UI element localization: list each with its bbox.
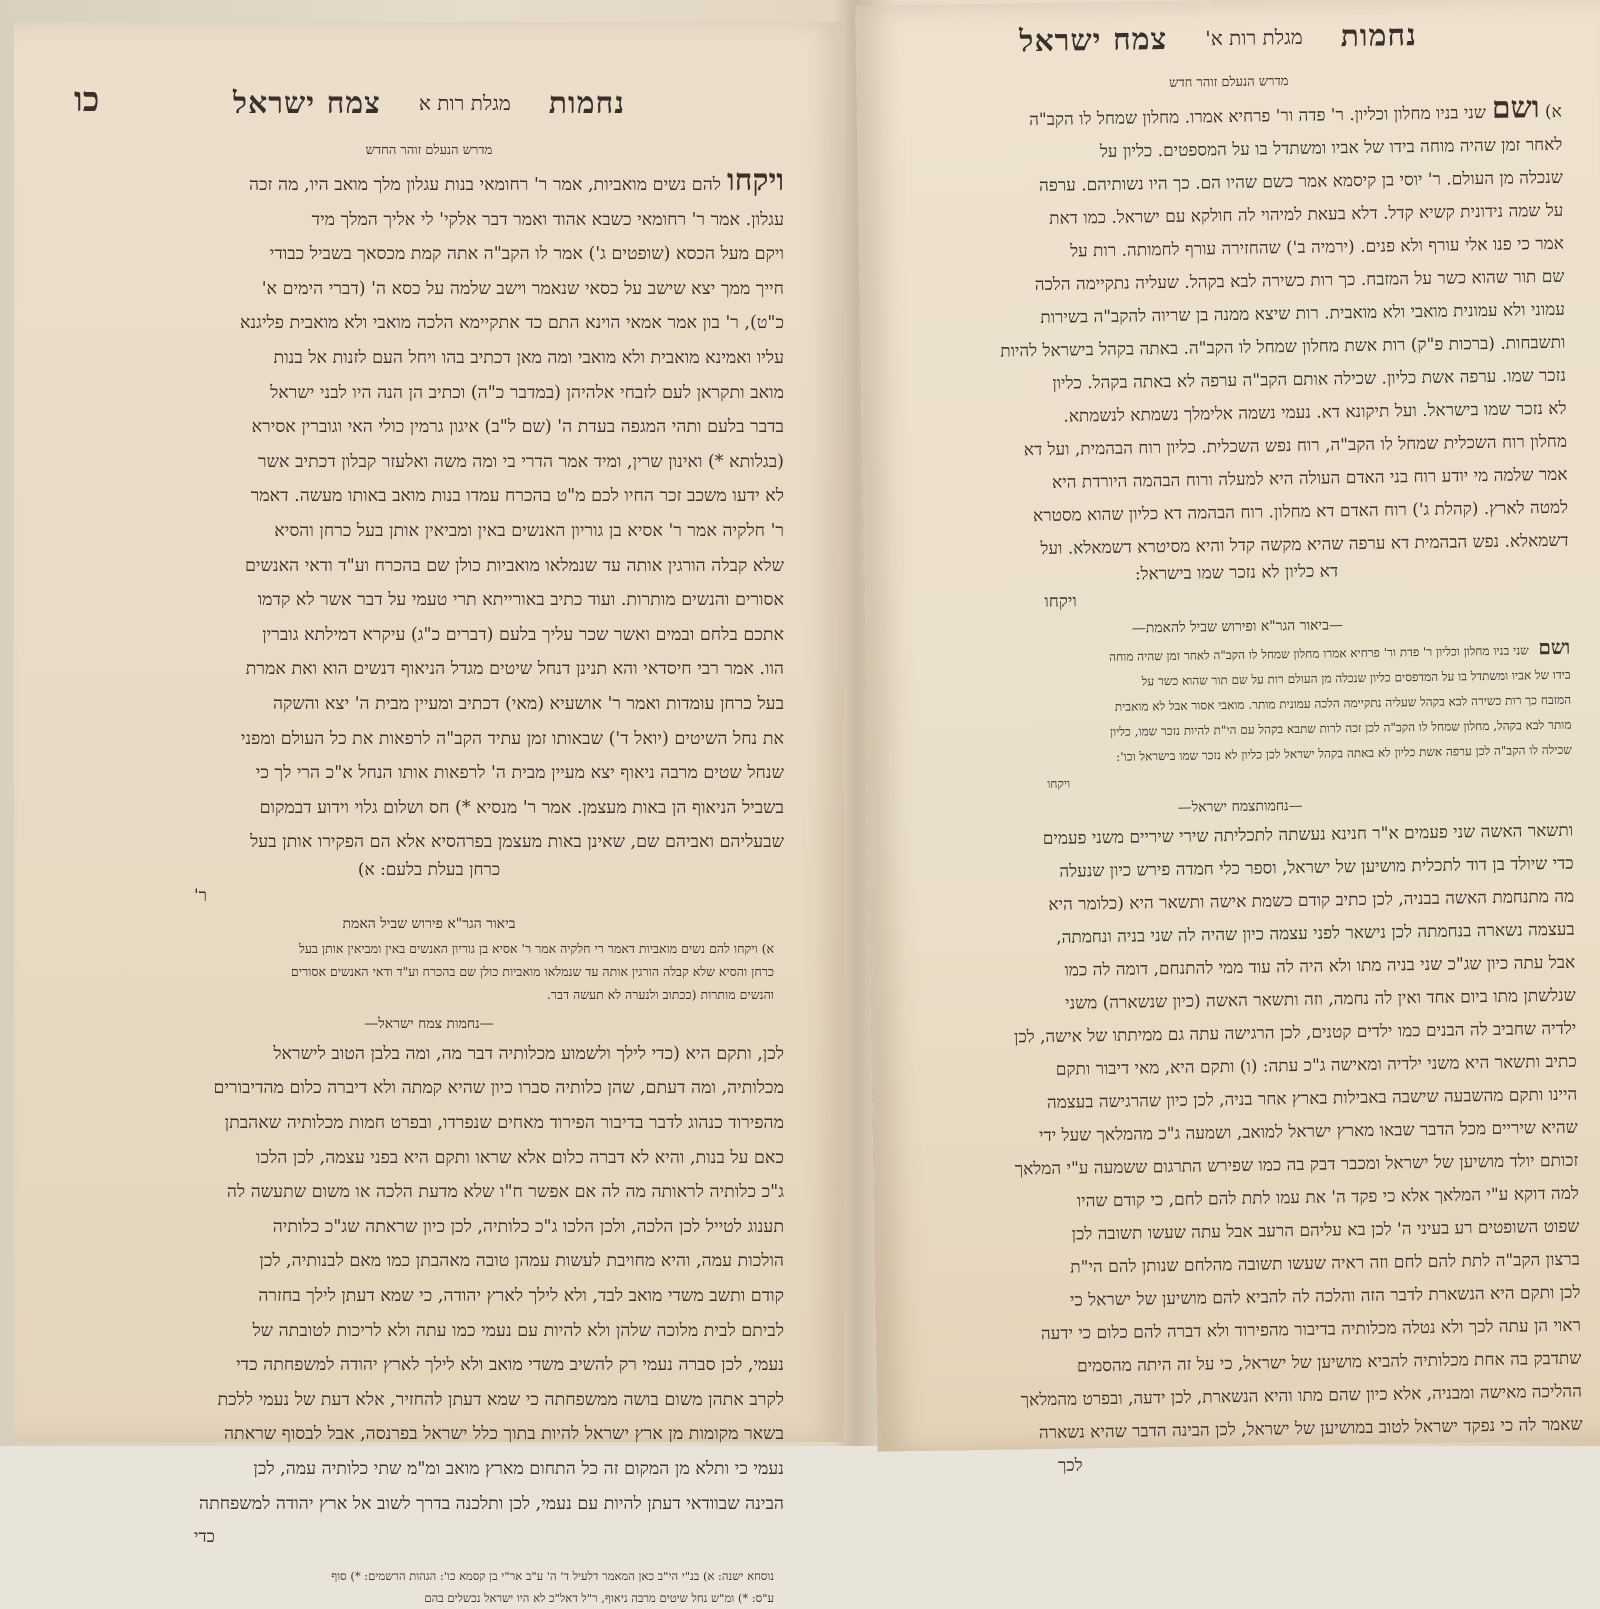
text-line: א) ושםשני בניו מחלון וכליון. ר' פדה ור' פרחיא אמרו. מחלון שמחל לו הקב"ה	[1029, 90, 1562, 131]
header-title-nechamot: נחמות	[1340, 17, 1418, 54]
nechamot-text-block	[898, 815, 1583, 1453]
text-line: שנחל שטים מרבה ניאוף יצא מעיין מבית ה' לרפאות אותו הנחל א"כ הרי לך כי	[255, 763, 784, 784]
text-line: מכלותיה, ומה דעתם, שהן כלותיה סברו כיון שהיא קמתה ולא דיברה כלום מהדיבורים	[213, 1078, 784, 1099]
drop-word: ושם	[1491, 90, 1540, 126]
header-title-tzemach: צמח ישראל	[233, 85, 381, 121]
text-line: אמר כי פנו אלי עורף ולא פנים. (ירמיה ב') שהחזירה עורף לחמותה. רות על	[1069, 233, 1565, 262]
text-line: דשמאלא. נפש הבהמית דא ערפה שהיא מקשה קדל והיא מסיטרא דשמאלא. ועל	[1040, 530, 1569, 560]
text-line: עגלון. אמר ר' רחומאי כשבא אהוד ואמר דבר אלקי' לי אליך המלך מיד	[311, 209, 784, 230]
main-text-block	[887, 91, 1569, 569]
text-line: שם תור שהוא כשר על המזבח. כך רות כשירה לבא בקהל. שעליה נתקיימה הלכה	[1034, 266, 1565, 296]
text-line: כדי שיולד בן דוד לתכלית מושיען של ישראל, וספר כלי חמדה פירש כיון שנעלה	[1059, 853, 1574, 882]
commentary-line: ושם שני בניו מחלון וכליון ר' פדת ור' פרחיא אמרו מחלון שמחל לו הקב"ה לאחר זמן שהיה מוחה	[1109, 634, 1571, 664]
footnote-line: ע"ס: *) ומ"ש נחל שיטים מרבה ניאוף, ר"ל דאל"כ לא היו ישראל נכשלים בהם	[424, 1591, 774, 1606]
text-line: היינו ותקם מהשבעה שישבה באבילות בארץ אחר בניה, לכן כיון שהרגישה בעצמה	[1046, 1084, 1578, 1113]
text-line: ילדיה שחביב לה הבנים כמו ילדים קטנים, לכן הרגישה עתה גם ממיתתו של אישה, לכן	[1013, 1018, 1577, 1048]
text-line: ויקם מעל הכסא (שופטים ג') אמר לו הקב"ה אתה קמת מכסאך בשביל כבודי	[269, 244, 784, 265]
text-line: לכן ותקם היא הנשארת לדבר הזה והלכה לה להביא להם מושיען של ישראל כי	[1069, 1282, 1581, 1311]
text-line: מהפירוד כנהוג לדבר בדיבור הפירוד מאחים שנפרדו, ובפרט חמות מכלותיה שאהבתן	[224, 1113, 784, 1134]
nechamot-section-title: —נחמות צמח ישראל—	[364, 1015, 494, 1032]
text-line: נעמי, לכן סברה נעמי רק להשיב משדי מואב ולא לילך לארץ יהודה למשפחתה כדי	[236, 1355, 784, 1376]
source-heading: מדרש הנעלם זוהר חדש	[1169, 74, 1289, 91]
commentary-line: והנשים מותרות (ככתוב ולנערה לא תעשה דבר.	[546, 986, 774, 1002]
nechamot-text-block	[94, 1037, 784, 1521]
text-line: לביתם לבית מלוכה שלהן ולא להיות עם נעמי כמו עתה ולא לריכות לטובתה של	[252, 1320, 784, 1341]
left-page-header	[74, 68, 784, 138]
header-title-nechamot: נחמות	[548, 85, 625, 121]
text-line: בעצמה נשארה בנחמתה לכן נישאר לפני עצמה כיון שהיה לה שני בניה ונחמתה,	[1056, 919, 1575, 948]
text-line: נעמי כי ותלא מן המקום זה כל התחום מארץ מואב ומ"מ שתי כלותיה עמה, לכן	[253, 1459, 784, 1479]
commentary-line: בידו של אביו ומשתדל בו על המדפסים כליון שנכלה מן העולם רות על שם תור שהוא כשר על	[1141, 667, 1571, 689]
text-line: שנכלה מן העולם. ר' יוסי בן קיסמא אמר כשם שהיו הם. כך היו נשותיהם. ערפה	[1038, 167, 1563, 196]
text-line: כתיב ותשאר היא משני ילדיה ומאישה ג"כ עתה: (ו) ותקם היא, מאי דיבור ותקם	[1055, 1051, 1577, 1080]
catchword: לכך	[1057, 1455, 1083, 1476]
right-page-header	[895, 0, 1541, 75]
closing-line: כרחן בעלת בלעם: א)	[357, 859, 501, 880]
text-line: מחלון רוח השכלית שמחל לו הקב"ה, רוח נפש השכלית. כליון רוח הבהמית, ועל דא	[1023, 431, 1568, 461]
text-line: (בגלותא *) ואינון שרין, ומיד אמר הדרי בי ומה משה ואלעזר קבלון דכתיב אשר	[258, 451, 784, 472]
text-line: מואב ותקראן לעם לזבחי אלהיהן (במדבר כ"ה) וכתיב הן הנה היו לבני ישראל	[270, 382, 784, 403]
text-line: בדבר בלעם ותהי המגפה בעדת ה' (שם ל"ב) איגון גרמין כולי האי וגוברין אסירא	[251, 417, 784, 438]
header-title-tzemach: צמח ישראל	[1019, 21, 1168, 59]
text-line: לא ידעו משכב זכר החיו לכם מ"ט בהכרח עמדו בנות מואב באותו מעשה. דאמר	[250, 486, 784, 507]
text-line: כ"ט), ר' בון אמר אמאי הוינא התם כד אתקיימא הלכה מואבי ולא מואבית פליגנא	[239, 313, 784, 334]
commentary-line: שכילה לו הקב"ה לכן ערפה אשת כליון לא באתה בקהל ישראל לכן כליון לא נזכר שמו בישראל וכו':	[1116, 742, 1572, 764]
catchword: ויקחו	[1047, 776, 1071, 791]
commentary-line: המזבח כך רות כשירה לבא בקהל שעליה נתקיימה הלכה עמונית מותר. מואבי אסור אבל לא מואבית	[1114, 692, 1572, 714]
section-marker: א)	[1544, 101, 1562, 123]
text-line: זכותם יולד מושיען של ישראל ומכבר דבק בה כמו שפירש התרגום ששמעה ע"י המלאך	[1014, 1150, 1579, 1180]
text-line: מה מתנחמת האשה בבניה, לכן כתיב קודם כשמת אישה ותשאר היא (כלומר היא	[1048, 886, 1575, 915]
text-line: בשאר מקומות מן ארץ ישראל להיות בתוך כלל ישראל בפרנסה, אבל לבסוף שראתה	[223, 1424, 784, 1445]
text-line: עליו ואמינא מואבית ולא מואבי ומה מאן דכתיב בהו ויחל העם לזנות אל בנות	[273, 347, 784, 368]
text-line: לקרב אתהן משום בושה ממשפחתה כי שמא דעתן להחזיר, אלא דעת של נעמי ללכת	[217, 1389, 784, 1410]
text-line: שבעליהם ואביהם שם, שאינן באות מעצמן בפרהסיא אלא הם הפקירו אותן בעל	[250, 832, 784, 853]
text-line: שהיא שיריים מכל הדבר שבאו מארץ ישראל למואב, ושמעה ג"כ מהמלאך שעל ידי	[1038, 1117, 1578, 1147]
text-line: תענוג לטייל לכן הלכה, ולכן הלכו ג"כ כלותיה, לכן כיון שראתה שג"כ כלותיה	[272, 1216, 784, 1237]
catchword: ויקחו	[1044, 591, 1077, 612]
text-line: ראוי הן עתה לכך ולא נטלה מכלותיה בדיבור מהפירוד ולא דברה להם כלום כי ידעה	[1040, 1315, 1582, 1345]
text-line: ג"כ כלותיה לראותה מה לה אם אפשר ח"ו שלא מדעת הלכה או משום שתעשה לה	[226, 1182, 784, 1203]
text-line: הוו. אמר רבי חיסדאי והא תנינן דנחל שיטים מגדל הניאוף דנשים הוא ואת אמרת	[245, 659, 784, 680]
footnote-line: נוסחא ישנה: א) בנ"י הי"ב כאן המאמר דלעיל ד' ה' ע"ב אר"י בן קסמא כו': הגהות הרשמים: *) סוף	[331, 1569, 774, 1584]
text-line: שלא קבלה הורגין אותה עד שנמלאו מואביות כולן שם בהכרח וע"ד ודאי האנשים	[244, 555, 784, 576]
gra-section-title: ביאור הגר"א פירוש שביל האמת	[342, 915, 516, 932]
text-line: למה דוקא ע"י המלאך אלא כי פקד ה' את עמו לתת להם לחם, כי קודם שהיו	[1076, 1183, 1579, 1212]
page-number: כו	[74, 80, 100, 120]
text-line: שנלשתן מתו ביום אחד ואין לה נחמה, וזה ותשאר האשה (כיון שנשארה) משני	[1065, 985, 1576, 1014]
text-line: למטה לארץ. (קהלת ג') רוח האדם דא מחלון. רוח הבהמה דא כליון שהוא מסטרא	[1032, 497, 1569, 527]
text-line: אמר שלמה מי יודע רוח בני האדם העולה היא למעלה ורוח הבהמה היורדת היא	[1051, 464, 1568, 493]
text-line: לכן, ותקם היא (כדי לילך ולשמוע מכלותיה דבר מה, ומה בלבן הטוב לישראל	[273, 1043, 784, 1064]
text-line: לא נזכר שמו בישראל. ועל תיקונא דא. נעמי נשמה אלימלך נשמתא לנשמתא.	[1063, 398, 1567, 427]
text-line: שאמר לה כי נפקד ישראל לטוב במושיען של ישראל, לכן הבינה הדבר שהיא נשארה	[1038, 1414, 1583, 1444]
text-line: לאחר זמן שהיה מוחה בידו של אביו ומשתדל בו על המספטים. כליון על	[1099, 134, 1563, 163]
text-line: אתכם בלחם ובמים ואשר שכר עליך בלעם (דברים כ"ג) עיקרא דמילתא גוברין	[262, 624, 784, 645]
text-line: נזכר שמו. ערפה אשת כליון. שכילה אותם הקב"ה ערפה לא באתה בקהל. כליון	[1052, 365, 1567, 394]
text-line: ההליכה מאישה ומבניה, אלא כיון שהם מתו והיא הנשארת, לכן ידעה, ובפרט מהמלאך	[1020, 1381, 1583, 1411]
text-line: הבינה שבוודאי דעתן להיות עם נעמי, לכן ותלכנה בדרך לשוב אל ארץ יהודה למשפחתה	[199, 1493, 784, 1514]
text-line: שתדבק בה אחת מכלותיה להביא מושיען של ישראל, כי על זה היתה מהסמים	[1076, 1348, 1582, 1377]
footnotes	[94, 1565, 774, 1609]
text-line: אבל עתה כיון שג"כ שני בניה מתו ולא היה לה עוד ממי להתנחם, דומה לה כמו	[1064, 952, 1576, 981]
header-subtitle: מגלת רות א'	[1205, 24, 1303, 50]
text-line: כאם על בנות, והיא לא דברה כלום אלא שראו ותקם היא בפני עצמה, לכן הלכו	[256, 1147, 784, 1168]
closing-line: דא כליון לא נזכר שמו בישראל:	[1134, 561, 1339, 585]
text-line: ר' חלקיה אמר ר' אסיא בן גוריון האנשים באין ומביאין אותן בעל כרחן והסיא	[274, 520, 784, 541]
header-subtitle: מגלת רות א	[418, 90, 511, 115]
text-line: בעל כרחן עומדות ואמר ר' אושעיא (מאי) דכתיב ומעיין מבית ה' יצא והשקה	[272, 693, 784, 714]
commentary-line: מותר לבא בקהל, מחלון שמחל לו הקב"ה לכן זכה לרות שתבא בקהל עם הי"ת להיות נזכר שמו, כליון	[1109, 717, 1572, 739]
text-line: ברצון הקב"ה לתת להם לחם וזה ראיה שעשו תשובה מהלחם שנותן להם הי"ת	[1070, 1249, 1580, 1278]
commentary-line: כרחן והסיא שלא קבלה הורגין אותה עד שנמלאו מואביות כולן שם בהכרח וע"ד ודאי האנשים אסורים	[290, 963, 774, 979]
text-line: בשביל הניאוף הן באות מעצמן. אמר ר' מנסיא *) חס ושלום גלוי וידוע דבמקום	[259, 797, 784, 818]
text-line: אסורים והנשים מותרות. ועוד כתיב באורייתא תרי טעמי על דבר אשר לא קדמו	[257, 590, 784, 611]
text-line: הולכות עמה, והיא מחויבת לעשות עמהן טובה מאהבתן כמו מאם לבנותיה, לכן	[259, 1251, 784, 1272]
catchword: כדי	[194, 1527, 215, 1548]
nechamot-section-title: —נחמותצמח ישראל—	[1177, 797, 1303, 816]
left-page	[14, 22, 844, 1606]
text-line: ויקחולהם נשים מואביות, אמר ר' רחומאי בנות עגלון מלך מואב היו, מה זכה	[248, 163, 784, 198]
gra-section-title: —ביאור הגר"א ופירוש שביל להאמת—	[1131, 617, 1344, 637]
right-page	[855, 0, 1600, 1476]
text-line: חייך ממך יצא שישב על כסאי שנאמר וישב שלמה על כסא ה' (דברי הימים א'	[261, 278, 784, 299]
text-line: ותשבחות. (ברכות פ"ק) רות אשת מחלון שמחל לו הקב"ה. באתה בקהל בישראל להיות	[1000, 332, 1566, 362]
main-text-block	[94, 164, 784, 860]
text-line: שפוט השופטים רע בעיני ה' לכן בא עליהם הרעב אבל עתה שעשו תשובה לכן	[1071, 1216, 1580, 1245]
text-line: קודם ותשב משדי מואב לבד, ולא לילך לארץ יהודה, כי שמא דעתן לילך בחזרה	[258, 1286, 784, 1307]
gra-commentary	[94, 937, 774, 1006]
text-line: ותשאר האשה שני פעמים א"ר חנינא נעשתה לתכליתה שירי שיריים משני פעמים	[1042, 820, 1574, 850]
catchword: ר'	[194, 885, 208, 906]
drop-word: ויקחו	[726, 163, 784, 198]
commentary-line: א) ויקחו להם נשים מואביות דאמר רי חלקיה אמר ר' אסיא בן גוריון האנשים באין ומביאין אותן בעל	[299, 940, 774, 956]
drop-word: ושם	[1538, 634, 1571, 660]
source-heading: מדרש הנעלם זוהר החדש	[365, 143, 493, 158]
text-line: על שמה נידונית קשיא קדל. דלא בעאת למיהוי לה חולקא עם ישראל. כמו דאת	[1048, 200, 1564, 229]
text-line: עמוני ולא עמונית מואבי ולא מואבית. רות שיצא ממנה בן שריוה להקב"ה בשירות	[1040, 299, 1566, 328]
text-line: את נחל השיטים (יואל ד') שבאותו זמן עתיד הקב"ה לרפאות את כל העולם ומפני	[240, 728, 784, 749]
gra-commentary	[895, 635, 1572, 774]
